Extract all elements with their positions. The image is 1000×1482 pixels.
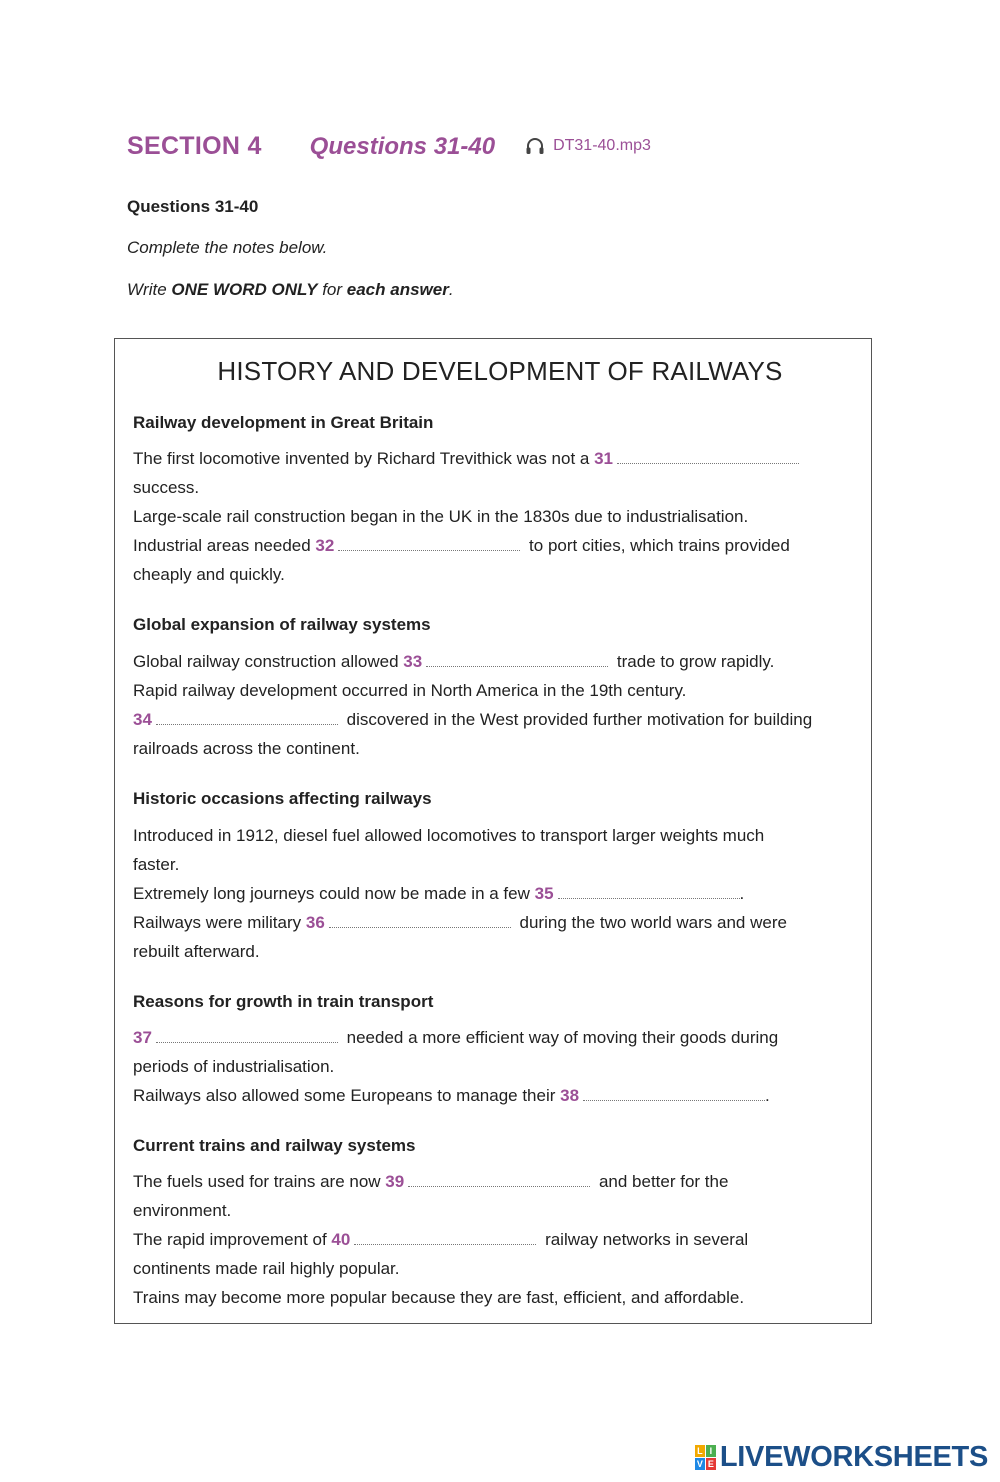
note-text: The rapid improvement of: [133, 1230, 332, 1249]
question-number: 39: [385, 1172, 405, 1191]
note-line: environment.: [133, 1201, 232, 1220]
note-text: Railways also allowed some Europeans to manage their: [133, 1086, 561, 1105]
logo-tile: V: [696, 1459, 703, 1469]
note-line: rebuilt afterward.: [133, 942, 260, 961]
note-line: periods of industrialisation.: [133, 1057, 335, 1076]
headphones-icon: [525, 137, 545, 155]
note-line: [133, 908, 787, 937]
question-number: 37: [133, 1028, 152, 1047]
note-line: [133, 1167, 728, 1196]
note-line: [133, 1023, 778, 1052]
answer-blank-37[interactable]: [156, 1032, 338, 1043]
note-line: Introduced in 1912, diesel fuel allowed locomotives to transport larger weights much: [133, 826, 765, 845]
answer-blank-31[interactable]: [617, 453, 799, 464]
logo-tile: E: [707, 1459, 714, 1469]
note-line: Large-scale rail construction began in the UK in the 1830s due to industrialisation.: [133, 507, 749, 526]
note-line: [133, 444, 803, 473]
note-line: [133, 647, 774, 676]
note-line: [133, 531, 790, 560]
heading-reasons-growth: Reasons for growth in train transport: [133, 992, 434, 1011]
note-line: Rapid railway development occurred in North America in the 19th century.: [133, 681, 687, 700]
answer-blank-40[interactable]: [354, 1234, 536, 1245]
logo-tiles-icon: [695, 1445, 716, 1470]
note-line: continents made rail highly popular.: [133, 1259, 400, 1278]
instruction-bold: ONE WORD ONLY: [171, 280, 318, 299]
instruction-bold: each answer: [346, 280, 449, 299]
note-text: Railways were military: [133, 913, 306, 932]
audio-link[interactable]: [525, 137, 651, 155]
heading-great-britain: Railway development in Great Britain: [133, 413, 434, 432]
note-text: Industrial areas needed: [133, 536, 316, 555]
instruction-text: for: [317, 280, 347, 299]
note-text: trade to grow rapidly.: [612, 652, 775, 671]
note-text: and better for the: [594, 1172, 729, 1191]
instruction-complete: Complete the notes below.: [127, 238, 328, 257]
answer-blank-39[interactable]: [408, 1176, 590, 1187]
instruction-text: .: [448, 280, 454, 299]
answer-blank-33[interactable]: [426, 656, 608, 667]
question-number: 34: [133, 710, 152, 729]
notes-title: HISTORY AND DEVELOPMENT OF RAILWAYS: [217, 356, 783, 386]
note-text: Global railway construction allowed: [133, 652, 404, 671]
question-number: 36: [305, 913, 325, 932]
note-line: Trains may become more popular because they are fast, efficient, and affordable.: [133, 1288, 745, 1307]
question-number: 38: [560, 1086, 580, 1105]
liveworksheets-logo: [695, 1441, 988, 1474]
heading-historic-occasions: Historic occasions affecting railways: [133, 789, 432, 808]
question-number: 35: [534, 884, 554, 903]
note-text: .: [765, 1086, 770, 1105]
section-label: SECTION 4: [127, 132, 262, 160]
heading-current-trains: Current trains and railway systems: [133, 1136, 416, 1155]
answer-blank-38[interactable]: [583, 1090, 765, 1101]
note-text: Extremely long journeys could now be made in a few: [133, 884, 535, 903]
note-text: needed a more efficient way of moving their goods during: [341, 1028, 779, 1047]
note-line: railroads across the continent.: [133, 739, 360, 758]
questions-label: Questions 31-40: [127, 197, 259, 216]
note-line: [133, 705, 812, 734]
note-text: to port cities, which trains provided: [524, 536, 790, 555]
question-number: 40: [331, 1230, 351, 1249]
note-text: during the two world wars and were: [514, 913, 787, 932]
note-text: railway networks in several: [540, 1230, 749, 1249]
note-text: .: [739, 884, 745, 903]
question-number: 32: [315, 536, 335, 555]
answer-blank-36[interactable]: [329, 917, 511, 928]
questions-range: Questions 31-40: [309, 133, 496, 160]
section-header: [127, 132, 651, 166]
answer-blank-35[interactable]: [558, 888, 740, 899]
note-text: The first locomotive invented by Richard Trevithick was not a: [133, 449, 595, 468]
note-line: [133, 1081, 770, 1110]
logo-tile: I: [706, 1445, 716, 1457]
note-line: cheaply and quickly.: [133, 565, 285, 584]
note-line: [133, 1225, 748, 1254]
note-text: The fuels used for trains are now: [133, 1172, 386, 1191]
instruction-word-limit: [127, 280, 454, 300]
note-line: faster.: [133, 855, 180, 874]
note-line: success.: [133, 478, 200, 497]
question-number: 33: [403, 652, 423, 671]
question-number: 31: [594, 449, 614, 468]
logo-text: LIVEWORKSHEETS: [719, 1441, 988, 1473]
heading-global-expansion: Global expansion of railway systems: [133, 615, 431, 634]
note-line: [133, 879, 744, 908]
note-text: discovered in the West provided further motivation for building: [341, 710, 813, 729]
instruction-text: Write: [127, 280, 172, 299]
logo-tile: L: [695, 1445, 705, 1457]
audio-file-name: DT31-40.mp3: [553, 137, 651, 154]
answer-blank-32[interactable]: [338, 540, 520, 551]
answer-blank-34[interactable]: [156, 714, 338, 725]
